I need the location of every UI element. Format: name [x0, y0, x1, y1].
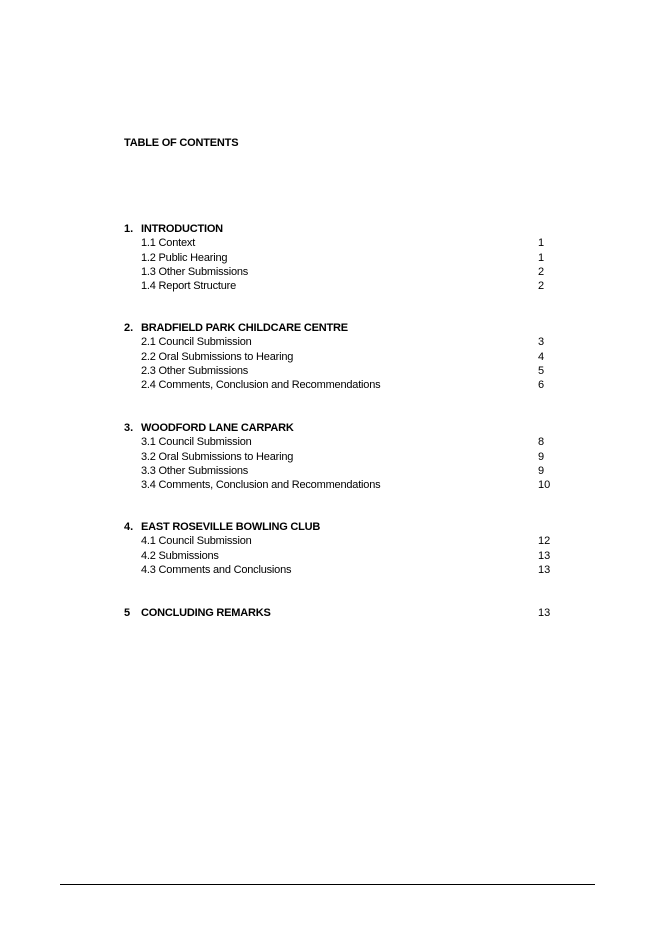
- section-page: 13: [538, 607, 551, 619]
- toc-entry-page: 9: [538, 464, 545, 477]
- toc-entry-label: 3.2 Oral Submissions to Hearing: [141, 450, 294, 463]
- toc-entry-label: 4.2 Submissions: [141, 549, 219, 562]
- toc-section-bradfield-park: [124, 321, 554, 392]
- section-title: WOODFORD LANE CARPARK: [141, 422, 294, 434]
- section-number: 5: [124, 607, 131, 619]
- toc-title: TABLE OF CONTENTS: [124, 137, 239, 149]
- footer-rule: [60, 884, 595, 885]
- toc-entry[interactable]: [124, 464, 554, 478]
- toc-entry[interactable]: [124, 265, 554, 279]
- toc-entry-label: 1.2 Public Hearing: [141, 251, 228, 264]
- section-title: CONCLUDING REMARKS: [141, 607, 271, 619]
- section-number: 2.: [124, 322, 134, 334]
- toc-entry-page: 8: [538, 436, 545, 449]
- toc-entry[interactable]: [124, 534, 554, 548]
- toc-section-concluding-remarks: [124, 606, 554, 620]
- section-heading[interactable]: [124, 520, 554, 534]
- toc-entry-page: 9: [538, 450, 545, 463]
- toc-entry-label: 1.1 Context: [141, 237, 196, 250]
- toc-entry-label: 1.4 Report Structure: [141, 280, 237, 293]
- toc-entry-page: 2: [538, 265, 545, 278]
- toc-entry-page: 13: [538, 563, 551, 576]
- section-title: INTRODUCTION: [141, 223, 223, 235]
- toc-entry-label: 4.1 Council Submission: [141, 535, 252, 548]
- toc-entry[interactable]: [124, 563, 554, 577]
- toc-entry-label: 2.3 Other Submissions: [141, 364, 249, 377]
- toc-entry[interactable]: [124, 364, 554, 378]
- toc-entry-page: 4: [538, 350, 545, 363]
- section-title: BRADFIELD PARK CHILDCARE CENTRE: [141, 322, 348, 334]
- toc-entry-label: 4.3 Comments and Conclusions: [141, 563, 292, 576]
- toc-entry-label: 3.1 Council Submission: [141, 436, 252, 449]
- toc-entry[interactable]: [124, 335, 554, 349]
- toc-section-woodford-lane: [124, 421, 554, 492]
- section-number: 1.: [124, 223, 134, 235]
- toc-entry-label: 2.1 Council Submission: [141, 336, 252, 349]
- toc-entry-label: 3.4 Comments, Conclusion and Recommendations: [141, 479, 381, 492]
- section-number: 3.: [124, 422, 134, 434]
- toc-entry-label: 1.3 Other Submissions: [141, 265, 249, 278]
- toc-entry-label: 3.3 Other Submissions: [141, 464, 249, 477]
- section-heading[interactable]: [124, 321, 554, 335]
- toc-entry-page: 12: [538, 535, 551, 548]
- toc-entry[interactable]: [124, 236, 554, 250]
- toc-entry-page: 1: [538, 251, 545, 264]
- toc-entry-page: 5: [538, 364, 545, 377]
- toc-entry-page: 3: [538, 336, 545, 349]
- toc-entry-page: 13: [538, 549, 551, 562]
- toc-entry[interactable]: [124, 378, 554, 392]
- section-heading[interactable]: [124, 421, 554, 435]
- toc-entry[interactable]: [124, 435, 554, 449]
- section-heading[interactable]: [124, 606, 554, 620]
- toc-entry-label: 2.4 Comments, Conclusion and Recommendations: [141, 379, 381, 392]
- toc-entry-page: 1: [538, 237, 545, 250]
- toc-entry-page: 2: [538, 280, 545, 293]
- toc-entry-page: 6: [538, 379, 545, 392]
- toc-entry-page: 10: [538, 479, 551, 492]
- toc-entry[interactable]: [124, 549, 554, 563]
- toc-entry[interactable]: [124, 450, 554, 464]
- toc-section-east-roseville: [124, 520, 554, 577]
- toc-section-introduction: [124, 222, 554, 293]
- toc-entry[interactable]: [124, 350, 554, 364]
- toc-entry[interactable]: [124, 478, 554, 492]
- section-heading[interactable]: [124, 222, 554, 236]
- toc-entry[interactable]: [124, 251, 554, 265]
- toc-entry-label: 2.2 Oral Submissions to Hearing: [141, 350, 294, 363]
- toc-entry[interactable]: [124, 279, 554, 293]
- section-number: 4.: [124, 521, 134, 533]
- section-title: EAST ROSEVILLE BOWLING CLUB: [141, 521, 321, 533]
